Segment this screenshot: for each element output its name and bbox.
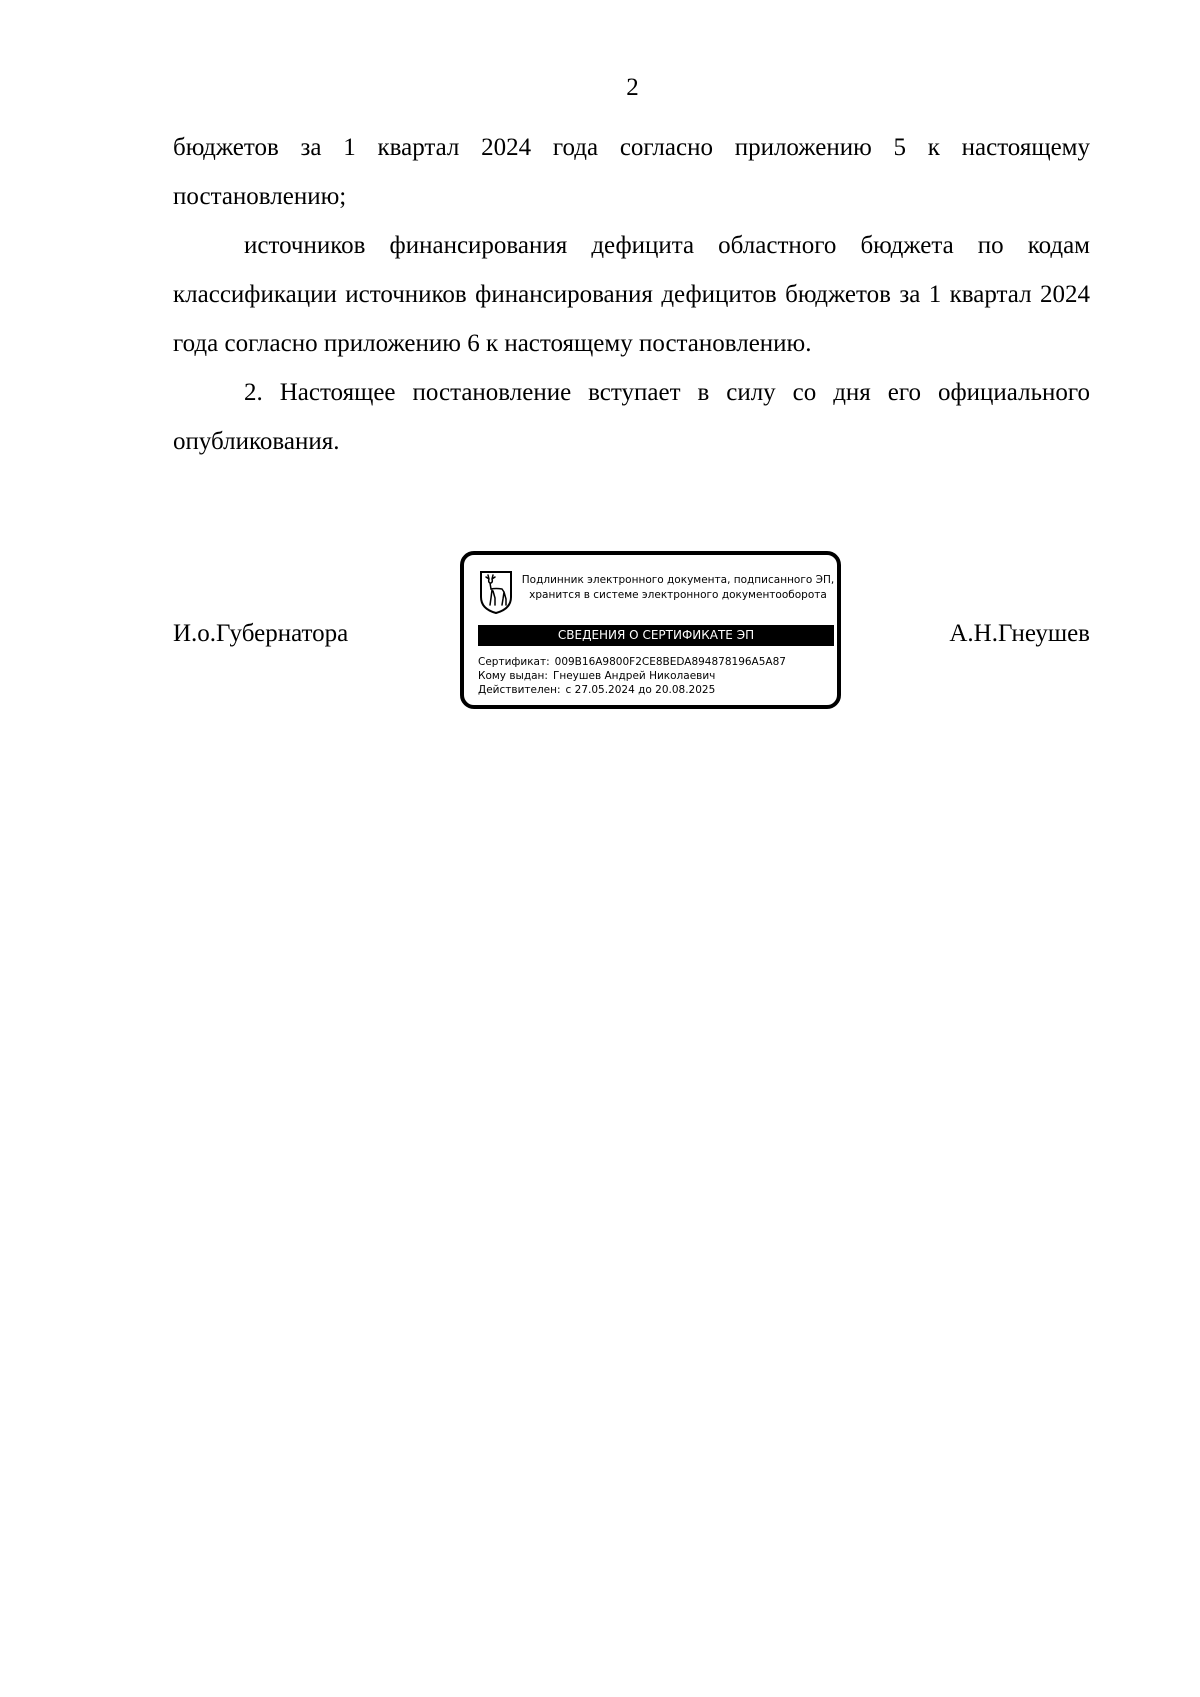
- valid-label: Действителен:: [478, 684, 561, 696]
- issued-to-row: [478, 669, 786, 683]
- certificate-label: Сертификат:: [478, 656, 550, 668]
- signatory-name: А.Н.Гнеушев: [949, 620, 1090, 647]
- stamp-header-line2: хранится в системе электронного документооборота: [529, 589, 827, 601]
- page-number: 2: [626, 74, 639, 101]
- certificate-row: [478, 655, 786, 669]
- paragraph-continuation: бюджетов за 1 квартал 2024 года согласно приложению 5 к настоящему постановлению;: [173, 134, 1090, 210]
- issued-to-value: Гнеушев Андрей Николаевич: [552, 670, 716, 682]
- stamp-header: [520, 573, 836, 603]
- issued-to-label: Кому выдан:: [478, 670, 548, 682]
- paragraph-effective-date: 2. Настоящее постановление вступает в силу со дня его официального опубликования.: [173, 379, 1090, 455]
- certificate-value: 009B16A9800F2CE8BEDA894878196A5A87: [554, 656, 786, 668]
- document-body: [173, 123, 1090, 466]
- valid-value: с 27.05.2024 до 20.08.2025: [565, 684, 716, 696]
- valid-row: [478, 683, 786, 697]
- electronic-signature-stamp: [460, 551, 841, 709]
- stamp-title-bar: СВЕДЕНИЯ О СЕРТИФИКАТЕ ЭП: [478, 625, 834, 646]
- signatory-position: И.о.Губернатора: [173, 620, 349, 647]
- deer-coat-of-arms-icon: [478, 569, 514, 615]
- paragraph-sources: источников финансирования дефицита областного бюджета по кодам классификации источников финансирования дефицитов бюджетов за 1 квартал 2024 года согласно приложению 6 к настоящему постановлению.: [173, 232, 1090, 357]
- stamp-details: [478, 655, 786, 697]
- stamp-header-line1: Подлинник электронного документа, подписанного ЭП,: [521, 574, 835, 586]
